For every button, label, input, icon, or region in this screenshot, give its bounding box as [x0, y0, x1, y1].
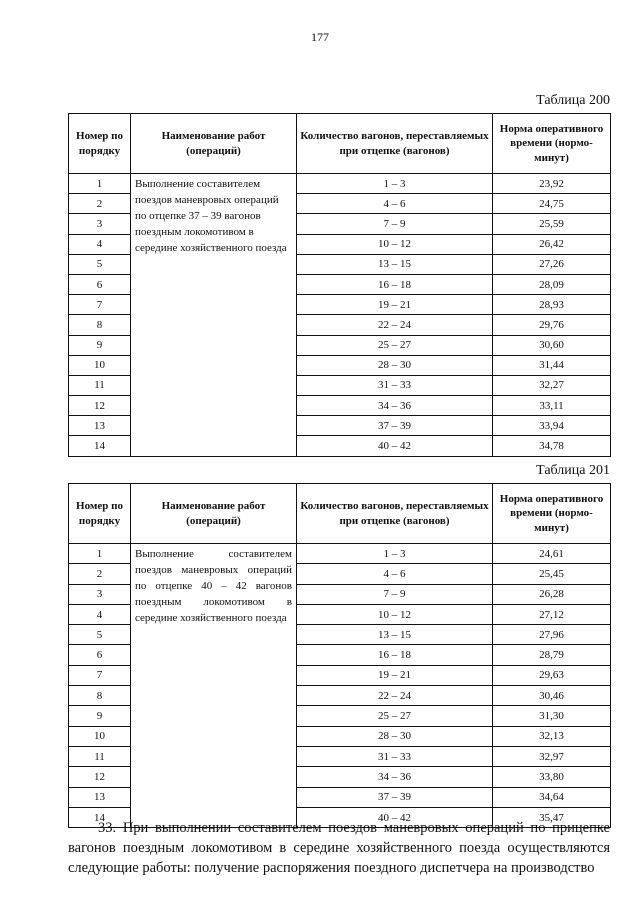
header-norm: Норма оперативного времени (нормо-минут): [493, 484, 611, 544]
norm-time-value: 31,44: [493, 355, 611, 375]
header-qty: Количество вагонов, переставляемых при отцепке (вагонов): [297, 484, 493, 544]
wagon-count-range: 37 – 39: [297, 787, 493, 807]
wagon-count-range: 40 – 42: [297, 436, 493, 456]
wagon-count-range: 10 – 12: [297, 604, 493, 624]
norm-time-value: 32,27: [493, 375, 611, 395]
table-header-row: [69, 484, 611, 544]
row-number: 6: [69, 645, 131, 665]
row-number: 8: [69, 686, 131, 706]
norm-time-value: 27,12: [493, 604, 611, 624]
norm-time-value: 25,59: [493, 214, 611, 234]
row-number: 1: [69, 174, 131, 194]
row-number: 14: [69, 807, 131, 827]
row-number: 10: [69, 355, 131, 375]
wagon-count-range: 22 – 24: [297, 686, 493, 706]
wagon-count-range: 37 – 39: [297, 416, 493, 436]
norm-time-value: 35,47: [493, 807, 611, 827]
header-desc: Наименование работ (операций): [131, 114, 297, 174]
wagon-count-range: 1 – 3: [297, 544, 493, 564]
wagon-count-range: 13 – 15: [297, 254, 493, 274]
row-number: 9: [69, 335, 131, 355]
wagon-count-range: 16 – 18: [297, 645, 493, 665]
row-number: 11: [69, 375, 131, 395]
wagon-count-range: 34 – 36: [297, 396, 493, 416]
wagon-count-range: 31 – 33: [297, 746, 493, 766]
operation-description: Выполнение составителем поездов маневровых операций по отцепке 40 – 42 вагонов поездным локомотивом в середине хозяйственного поезда: [131, 544, 297, 828]
norm-time-value: 34,78: [493, 436, 611, 456]
row-number: 10: [69, 726, 131, 746]
wagon-count-range: 10 – 12: [297, 234, 493, 254]
header-qty: Количество вагонов, переставляемых при отцепке (вагонов): [297, 114, 493, 174]
norm-time-value: 29,76: [493, 315, 611, 335]
wagon-count-range: 28 – 30: [297, 355, 493, 375]
row-number: 14: [69, 436, 131, 456]
row-number: 2: [69, 194, 131, 214]
row-number: 3: [69, 214, 131, 234]
row-number: 9: [69, 706, 131, 726]
wagon-count-range: 34 – 36: [297, 767, 493, 787]
wagon-count-range: 4 – 6: [297, 194, 493, 214]
row-number: 7: [69, 665, 131, 685]
header-norm: Норма оперативного времени (нормо-минут): [493, 114, 611, 174]
row-number: 5: [69, 254, 131, 274]
norm-time-value: 26,28: [493, 584, 611, 604]
wagon-count-range: 1 – 3: [297, 174, 493, 194]
header-num: Номер по порядку: [69, 114, 131, 174]
wagon-count-range: 25 – 27: [297, 335, 493, 355]
row-number: 1: [69, 544, 131, 564]
wagon-count-range: 28 – 30: [297, 726, 493, 746]
table-200: [68, 113, 611, 457]
norm-time-value: 29,63: [493, 665, 611, 685]
header-num: Номер по порядку: [69, 484, 131, 544]
row-number: 13: [69, 787, 131, 807]
norm-time-value: 24,75: [493, 194, 611, 214]
table-200-body: [69, 174, 611, 457]
row-number: 3: [69, 584, 131, 604]
wagon-count-range: 7 – 9: [297, 584, 493, 604]
norm-time-value: 23,92: [493, 174, 611, 194]
norm-time-value: 28,09: [493, 274, 611, 294]
operation-description: Выполнение составителем поездов маневровых операций по отцепке 37 – 39 вагонов поездным локомотивом в середине хозяйственного поезда: [131, 174, 297, 457]
norm-time-value: 33,11: [493, 396, 611, 416]
body-paragraph: [68, 818, 610, 878]
table-200-caption: Таблица 200: [536, 93, 610, 108]
norm-time-value: 33,80: [493, 767, 611, 787]
wagon-count-range: 19 – 21: [297, 295, 493, 315]
norm-time-value: 26,42: [493, 234, 611, 254]
row-number: 8: [69, 315, 131, 335]
wagon-count-range: 4 – 6: [297, 564, 493, 584]
row-number: 4: [69, 234, 131, 254]
norm-time-value: 33,94: [493, 416, 611, 436]
wagon-count-range: 40 – 42: [297, 807, 493, 827]
norm-time-value: 28,93: [493, 295, 611, 315]
wagon-count-range: 25 – 27: [297, 706, 493, 726]
norm-time-value: 27,26: [493, 254, 611, 274]
wagon-count-range: 22 – 24: [297, 315, 493, 335]
norm-time-value: 32,97: [493, 746, 611, 766]
norm-time-value: 32,13: [493, 726, 611, 746]
norm-time-value: 34,64: [493, 787, 611, 807]
row-number: 4: [69, 604, 131, 624]
wagon-count-range: 19 – 21: [297, 665, 493, 685]
norm-time-value: 30,60: [493, 335, 611, 355]
row-number: 12: [69, 767, 131, 787]
table-201: [68, 483, 611, 828]
table-header-row: [69, 114, 611, 174]
norm-time-value: 30,46: [493, 686, 611, 706]
table-row: [69, 174, 611, 194]
header-desc: Наименование работ (операций): [131, 484, 297, 544]
row-number: 12: [69, 396, 131, 416]
page-number: 177: [311, 30, 329, 44]
row-number: 11: [69, 746, 131, 766]
norm-time-value: 25,45: [493, 564, 611, 584]
row-number: 6: [69, 274, 131, 294]
paragraph-text: 33. При выполнении составителем поездов маневровых операций по прицепке вагонов поездным локомотивом в середине хозяйственного поезда осуществляются следующие работы: получение распоряжения поездного диспетчера на производство: [68, 820, 610, 876]
table-201-caption: Таблица 201: [536, 463, 610, 478]
table-201-body: [69, 544, 611, 828]
norm-time-value: 24,61: [493, 544, 611, 564]
wagon-count-range: 13 – 15: [297, 625, 493, 645]
norm-time-value: 28,79: [493, 645, 611, 665]
row-number: 2: [69, 564, 131, 584]
norm-time-value: 27,96: [493, 625, 611, 645]
row-number: 5: [69, 625, 131, 645]
table-row: [69, 544, 611, 564]
norm-time-value: 31,30: [493, 706, 611, 726]
row-number: 7: [69, 295, 131, 315]
wagon-count-range: 7 – 9: [297, 214, 493, 234]
row-number: 13: [69, 416, 131, 436]
wagon-count-range: 16 – 18: [297, 274, 493, 294]
wagon-count-range: 31 – 33: [297, 375, 493, 395]
